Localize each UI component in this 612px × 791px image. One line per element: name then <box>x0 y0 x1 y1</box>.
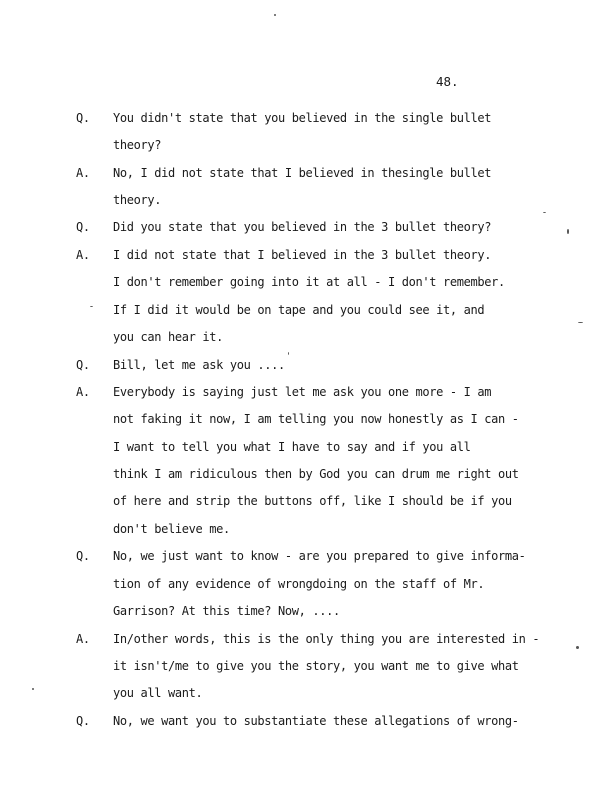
line-text: you can hear it. <box>113 330 223 344</box>
speaker-label: A. <box>76 248 90 262</box>
speaker-label: Q. <box>76 111 90 125</box>
line-text: tion of any evidence of wrongdoing on the staff of Mr. <box>113 577 485 591</box>
line-text: of here and strip the buttons off, like I should be if you <box>113 494 512 508</box>
speaker-label: A. <box>76 632 90 646</box>
line-text: it isn't/me to give you the story, you want me to give what <box>113 659 519 673</box>
transcript-line <box>0 465 519 483</box>
transcript-line <box>0 410 519 428</box>
line-text: think I am ridiculous then by God you can drum me right out <box>113 467 519 481</box>
transcript-line <box>0 356 285 374</box>
transcript-line <box>0 273 505 291</box>
line-text: Did you state that you believed in the 3 bullet theory? <box>113 220 492 234</box>
transcript-line <box>0 218 492 236</box>
scan-speck <box>274 14 276 16</box>
scan-speck <box>288 352 289 355</box>
line-text: I want to tell you what I have to say and if you all <box>113 440 471 454</box>
line-text: No, we want you to substantiate these allegations of wrong- <box>113 714 519 728</box>
transcript-line <box>0 109 492 127</box>
transcript-line <box>0 630 540 648</box>
transcript-line <box>0 328 223 346</box>
speaker-label: A. <box>76 166 90 180</box>
speaker-label: Q. <box>76 220 90 234</box>
speaker-label: Q. <box>76 549 90 563</box>
speaker-label: Q. <box>76 714 90 728</box>
transcript-line <box>0 246 492 264</box>
line-text: I did not state that I believed in the 3 bullet theory. <box>113 248 492 262</box>
scan-speck <box>90 306 93 307</box>
transcript-line <box>0 136 162 154</box>
line-text: not faking it now, I am telling you now honestly as I can - <box>113 412 519 426</box>
transcript-line <box>0 602 340 620</box>
line-text: No, I did not state that I believed in thesingle bullet <box>113 166 492 180</box>
transcript-line <box>0 520 230 538</box>
transcript-line <box>0 301 485 319</box>
scan-speck <box>543 212 546 213</box>
speaker-label: Q. <box>76 358 90 372</box>
line-text: theory? <box>113 138 162 152</box>
line-text: In/other words, this is the only thing you are interested in - <box>113 632 540 646</box>
transcript-line <box>0 684 203 702</box>
scan-speck <box>567 229 569 234</box>
transcript-line <box>0 438 471 456</box>
transcript-line <box>0 712 519 730</box>
scan-speck <box>578 322 583 323</box>
transcript-line <box>0 164 492 182</box>
page-number: 48. <box>436 74 459 89</box>
transcript-line <box>0 492 512 510</box>
scan-speck <box>32 688 34 690</box>
transcript-line <box>0 547 526 565</box>
line-text: Everybody is saying just let me ask you one more - I am <box>113 385 492 399</box>
transcript-line <box>0 191 162 209</box>
speaker-label: A. <box>76 385 90 399</box>
line-text: theory. <box>113 193 162 207</box>
line-text: You didn't state that you believed in the single bullet <box>113 111 492 125</box>
transcript-line <box>0 383 492 401</box>
line-text: you all want. <box>113 686 203 700</box>
line-text: don't believe me. <box>113 522 230 536</box>
transcript-line <box>0 657 519 675</box>
scan-speck <box>576 646 579 649</box>
line-text: No, we just want to know - are you prepared to give informa- <box>113 549 526 563</box>
line-text: Garrison? At this time? Now, .... <box>113 604 340 618</box>
line-text: I don't remember going into it at all - I don't remember. <box>113 275 505 289</box>
transcript-line <box>0 575 485 593</box>
line-text: Bill, let me ask you .... <box>113 358 285 372</box>
line-text: If I did it would be on tape and you could see it, and <box>113 303 485 317</box>
